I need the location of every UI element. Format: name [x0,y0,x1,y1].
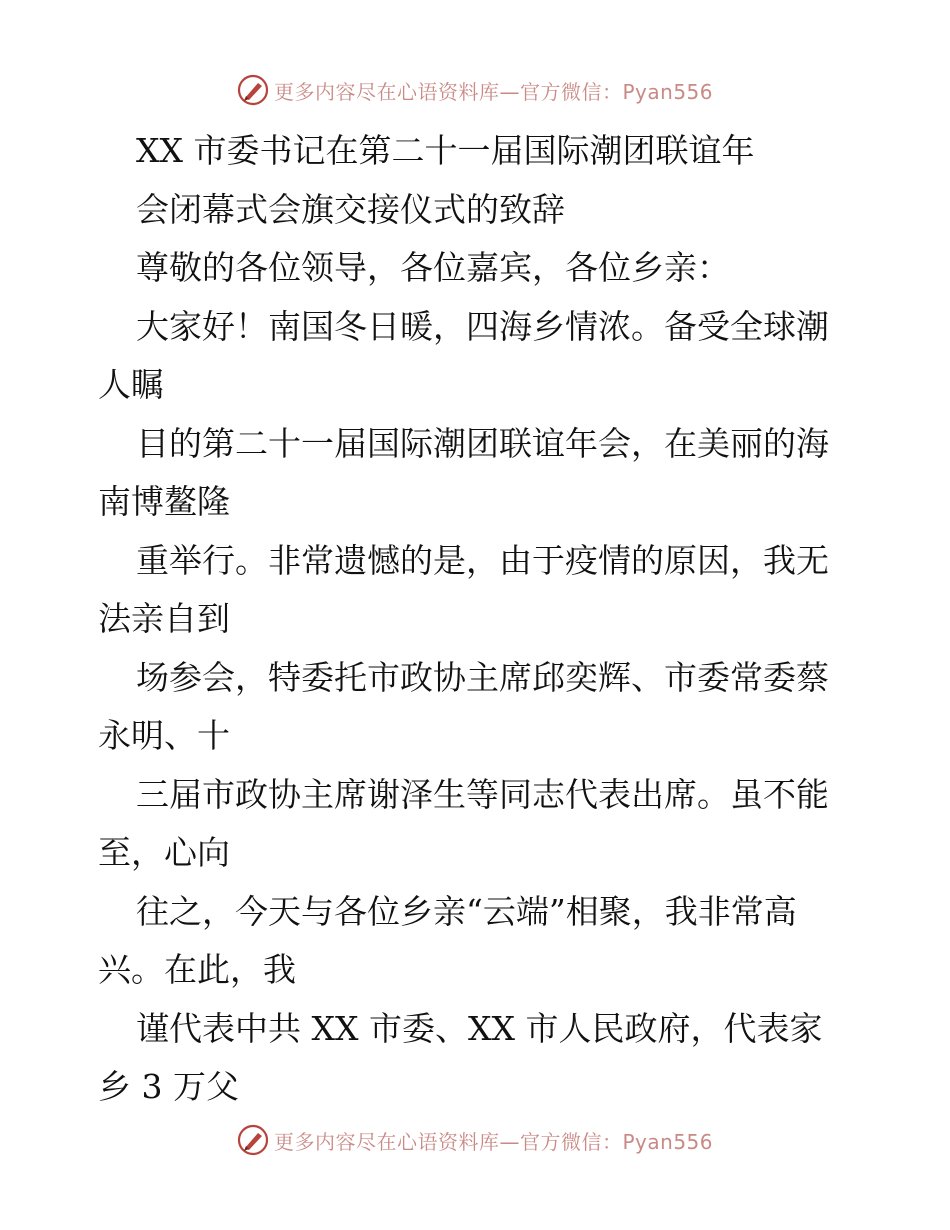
watermark-header [236,72,713,108]
text-line: 往之，今天与各位乡亲“云端”相聚，我非常高 [136,891,797,931]
text-line: 南博鳌隆 [98,482,230,521]
text-line: 三届市政协主席谢泽生等同志代表出席。虽不能 [136,774,829,814]
text-line: 乡 3 万父 [98,1067,239,1106]
text-line: 永明、十 [98,716,230,755]
text-line: 场参会，特委托市政协主席邱奕辉、市委常委蔡 [136,657,829,697]
watermark-text: 更多内容尽在心语资料库—官方微信：Pyan556 [274,79,714,104]
text-line: 尊敬的各位领导，各位嘉宾，各位乡亲： [136,248,730,287]
text-line: 大家好！南国冬日暖，四海乡情浓。备受全球潮 [136,306,829,346]
text-line: 法亲自到 [98,599,230,638]
watermark-footer [236,1122,713,1158]
text-line: 至，心向 [98,833,230,872]
text-line: 人瞩 [98,365,164,404]
pen-logo-icon [236,73,270,107]
text-line: 目的第二十一届国际潮团联谊年会，在美丽的海 [136,423,829,463]
document-body [98,122,858,1117]
text-line: 谨代表中共 XX 市委、XX 市人民政府，代表家 [136,1008,823,1048]
text-line: XX 市委书记在第二十一届国际潮团联谊年 [136,131,755,170]
watermark-text: 更多内容尽在心语资料库—官方微信：Pyan556 [274,1129,714,1154]
text-line: 会闭幕式会旗交接仪式的致辞 [136,189,565,229]
text-line: 重举行。非常遗憾的是，由于疫情的原因，我无 [136,540,829,580]
text-line: 兴。在此，我 [98,950,296,989]
pen-logo-icon [236,1123,270,1157]
